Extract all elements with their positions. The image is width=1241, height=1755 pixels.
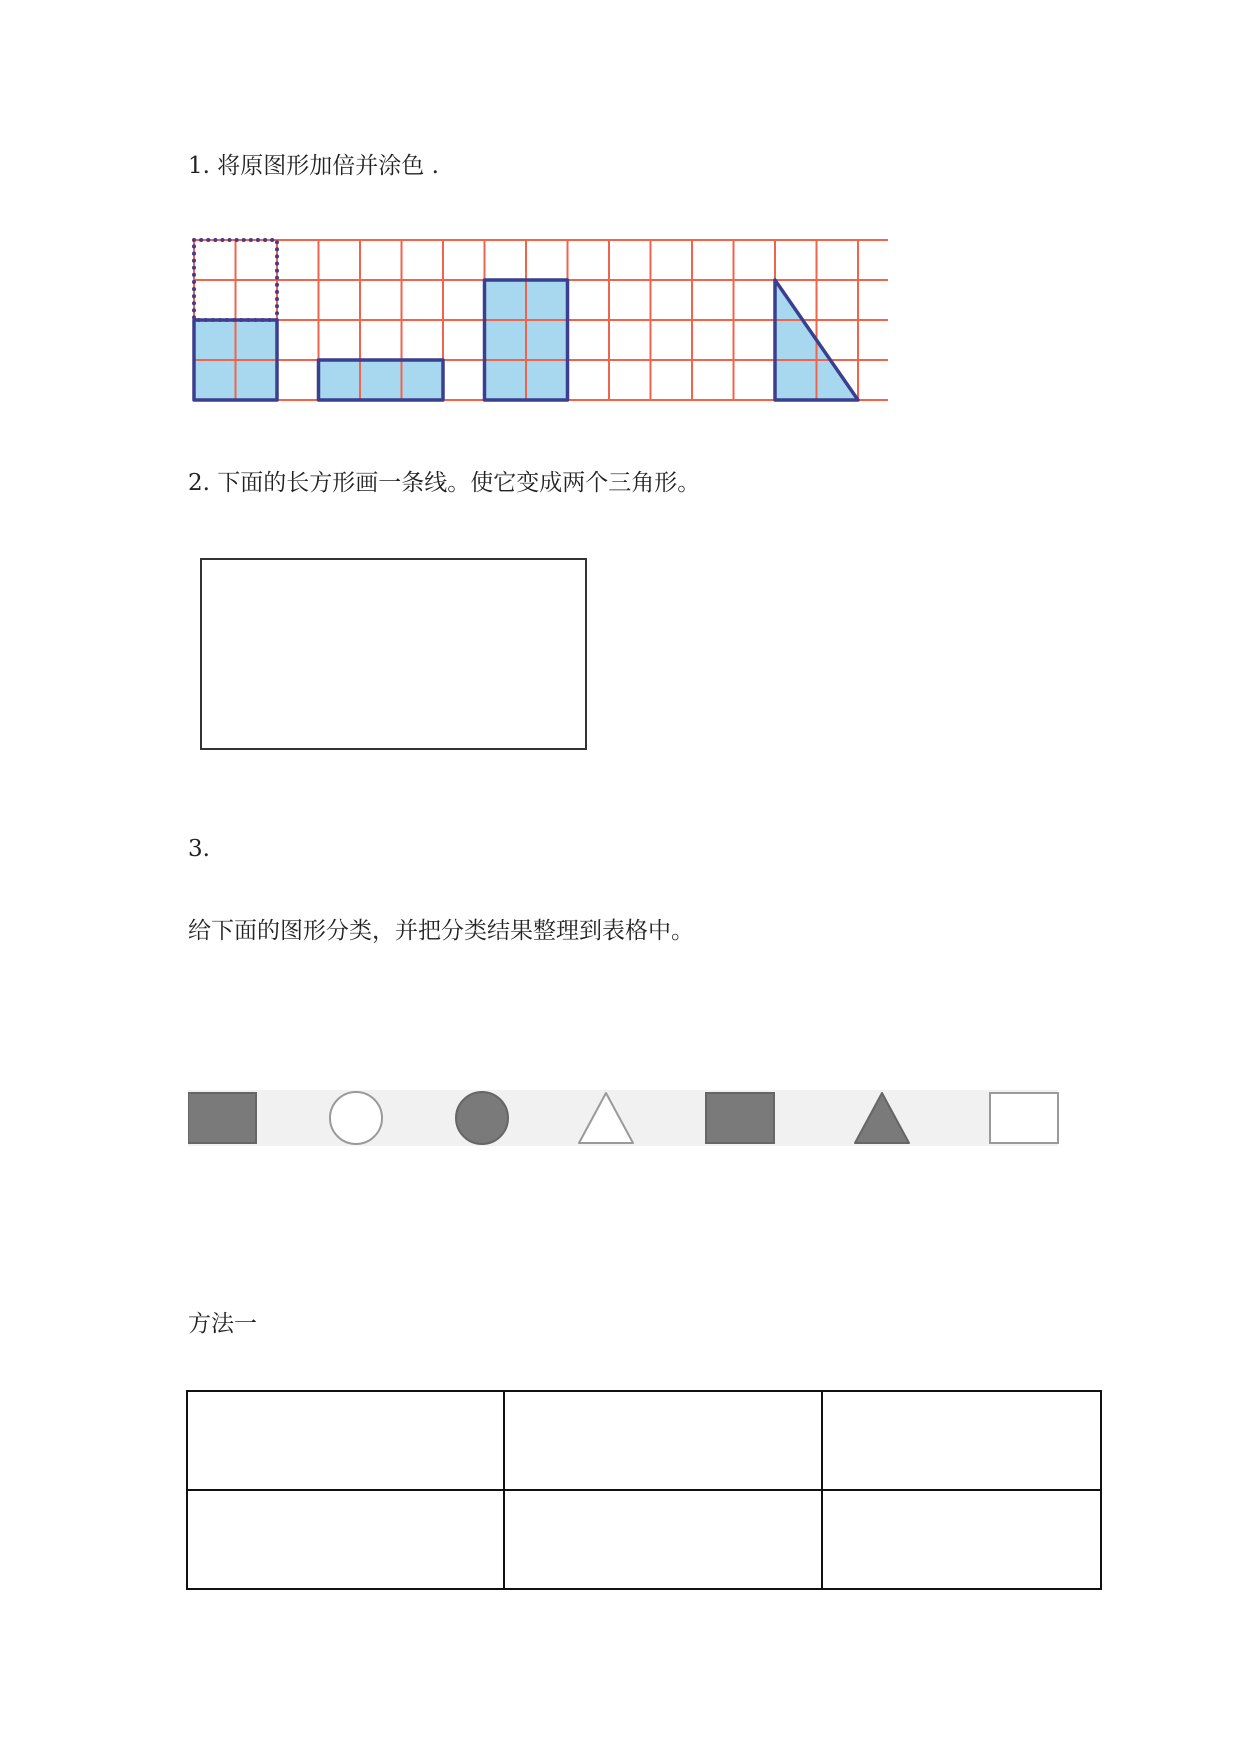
question-2-text: 2. 下面的长方形画一条线。使它变成两个三角形。 <box>188 470 701 496</box>
original-rectangle-fill-2 <box>319 360 444 400</box>
square-shape-7 <box>990 1093 1058 1143</box>
table-cell[interactable] <box>187 1391 504 1490</box>
answer-table <box>186 1390 1102 1590</box>
shapes-strip <box>188 1088 1060 1148</box>
grid-figure <box>188 236 888 402</box>
question-1-text: 1. 将原图形加倍并涂色 . <box>188 153 439 179</box>
table-row <box>187 1490 1101 1589</box>
square-shape-1 <box>188 1093 256 1143</box>
question-3-text: 给下面的图形分类，并把分类结果整理到表格中。 <box>188 918 694 944</box>
table-cell[interactable] <box>504 1391 822 1490</box>
rectangle-to-divide <box>200 558 587 750</box>
table-row <box>187 1391 1101 1490</box>
method-one-label: 方法一 <box>188 1311 257 1337</box>
question-3-number: 3. <box>188 836 210 862</box>
circle-shape-2 <box>330 1092 382 1144</box>
table-cell[interactable] <box>822 1391 1101 1490</box>
table-cell[interactable] <box>822 1490 1101 1589</box>
circle-shape-3 <box>456 1092 508 1144</box>
table-cell[interactable] <box>187 1490 504 1589</box>
square-shape-5 <box>706 1093 774 1143</box>
table-cell[interactable] <box>504 1490 822 1589</box>
